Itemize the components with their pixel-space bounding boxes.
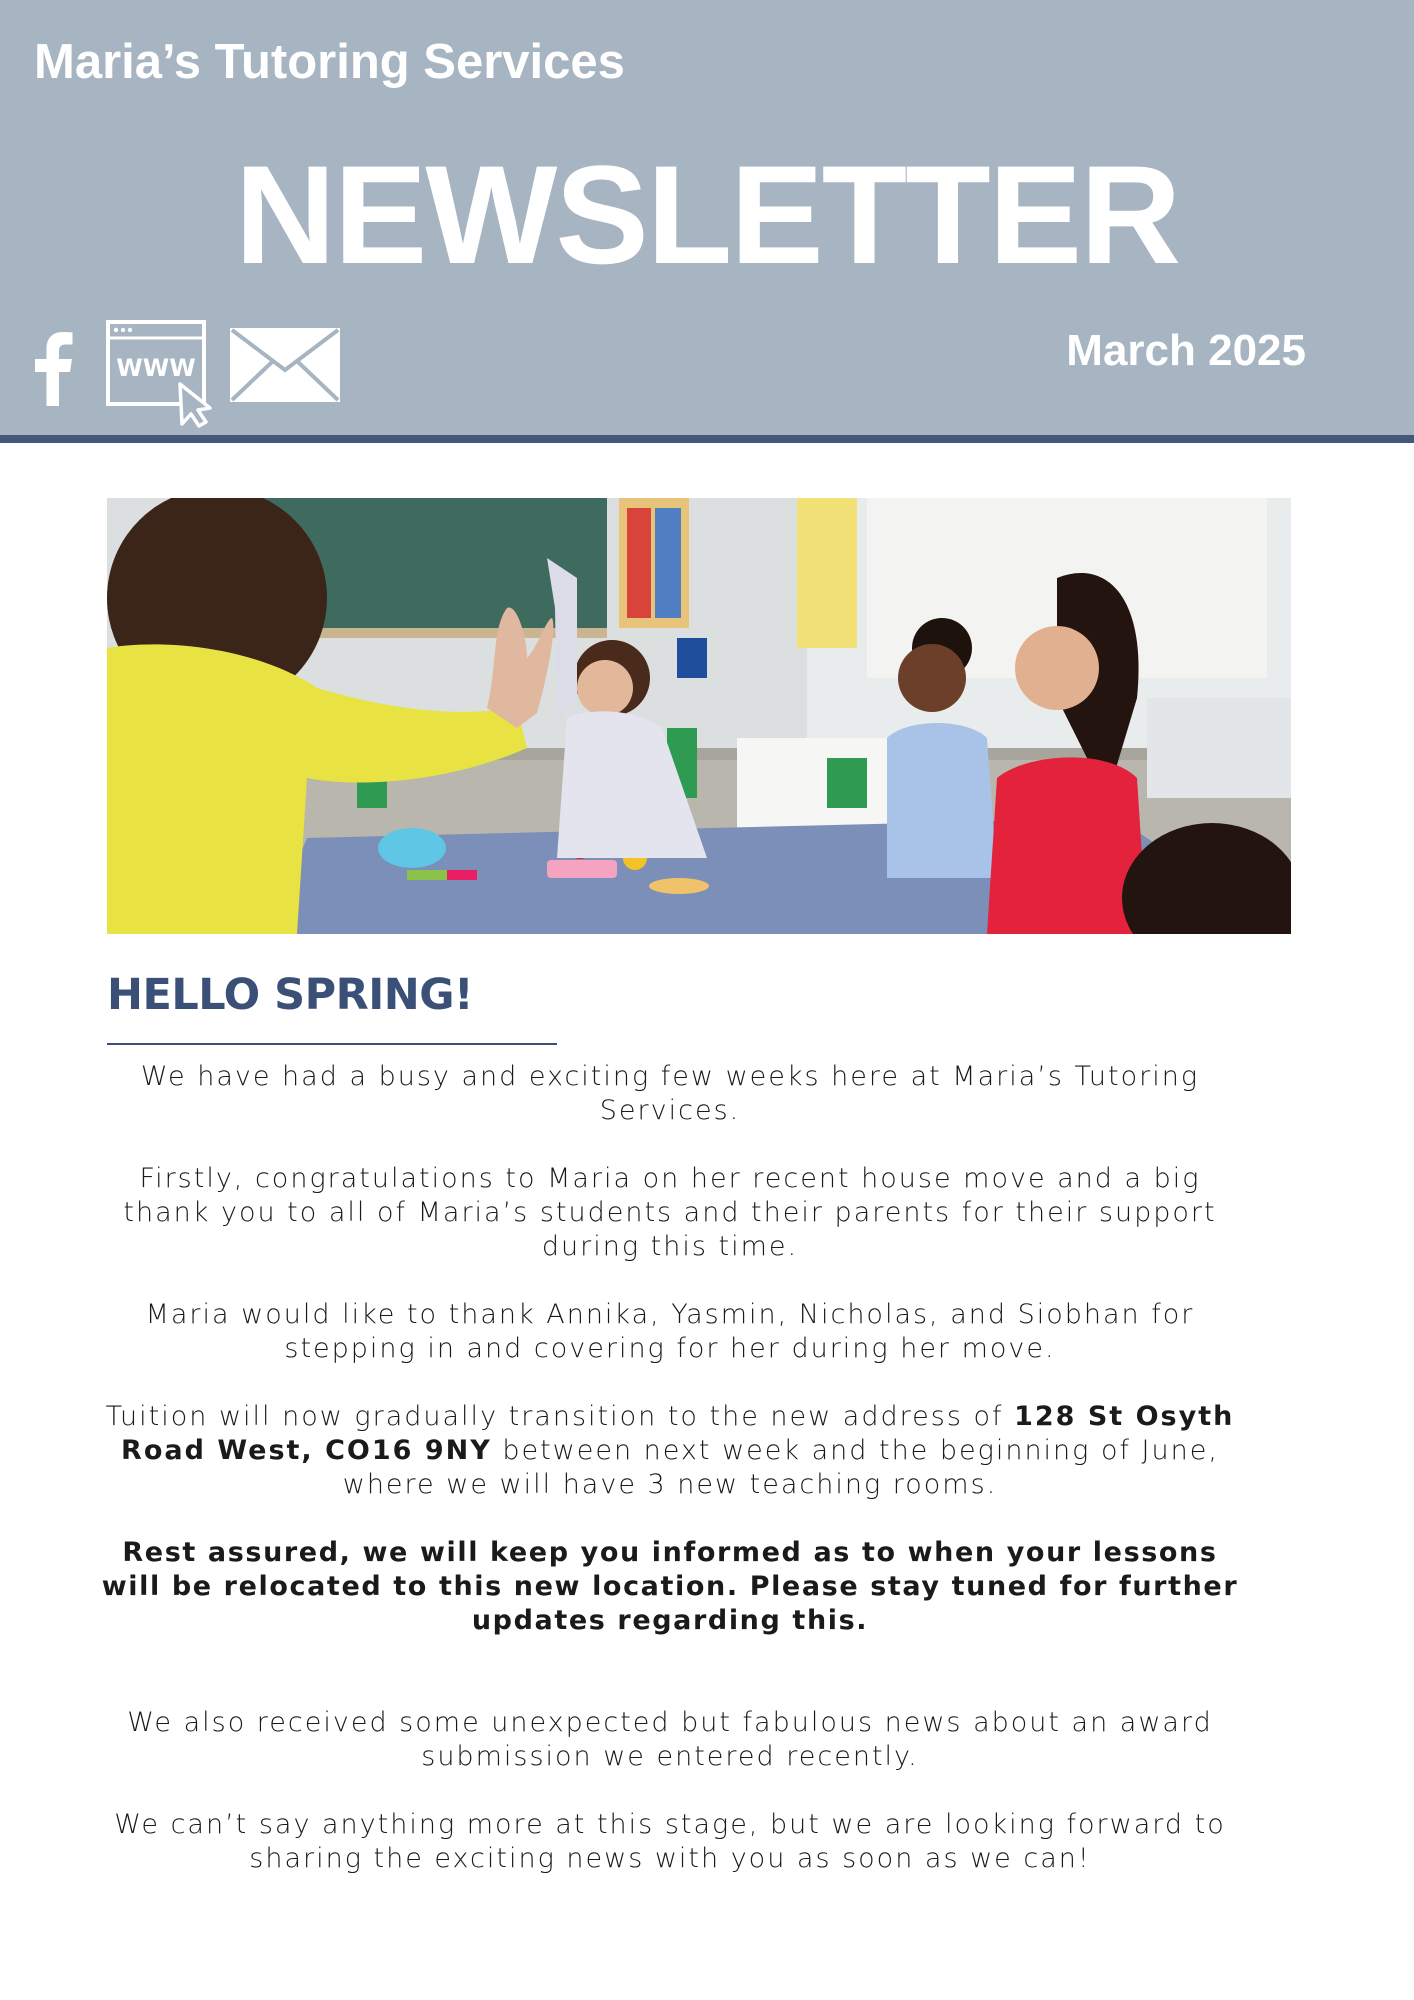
- facebook-icon[interactable]: [32, 328, 74, 406]
- address-intro-text: Tuition will now gradually transition to the new address of: [105, 1401, 1015, 1432]
- address-details-text: between next week and the beginning of June, where we will have 3 new teaching rooms.: [342, 1435, 1219, 1500]
- section-underline: [107, 1043, 557, 1045]
- section-title: HELLO SPRING!: [107, 970, 474, 1020]
- masthead-title: NEWSLETTER: [234, 136, 1180, 293]
- issue-date: March 2025: [1066, 326, 1306, 375]
- paragraph-thanks: Maria would like to thank Annika, Yasmin, Nicholas, and Siobhan for stepping in and covering for her during her move.: [145, 1299, 1195, 1364]
- new-address: 128 St Osyth Road West, CO16 9NY: [121, 1401, 1235, 1466]
- paragraph-congratulations: Firstly, congratulations to Maria on her recent house move and a big thank you to all of Maria’s students and their parents for their support during this time.: [123, 1163, 1217, 1262]
- paragraph-rest-assured: Rest assured, we will keep you informed as to when your lessons will be relocated to this new location. Please stay tuned for further updates regarding this.: [101, 1537, 1239, 1636]
- article-body: [100, 1060, 1240, 1910]
- paragraph-new-address: [100, 1400, 1240, 1502]
- www-label: WWW: [116, 354, 196, 382]
- header-divider: [0, 435, 1414, 443]
- mail-icon[interactable]: [228, 326, 342, 404]
- paragraph-closing: We can’t say anything more at this stage, but we are looking forward to sharing the exciting news with you as soon as we can!: [114, 1809, 1226, 1874]
- website-icon[interactable]: [106, 320, 218, 428]
- classroom-photo: [107, 498, 1291, 934]
- brand-name: Maria’s Tutoring Services: [34, 35, 625, 89]
- paragraph-award: We also received some unexpected but fabulous news about an award submission we entered recently.: [127, 1707, 1213, 1772]
- paragraph-intro: We have had a busy and exciting few weeks here at Maria’s Tutoring Services.: [140, 1061, 1200, 1126]
